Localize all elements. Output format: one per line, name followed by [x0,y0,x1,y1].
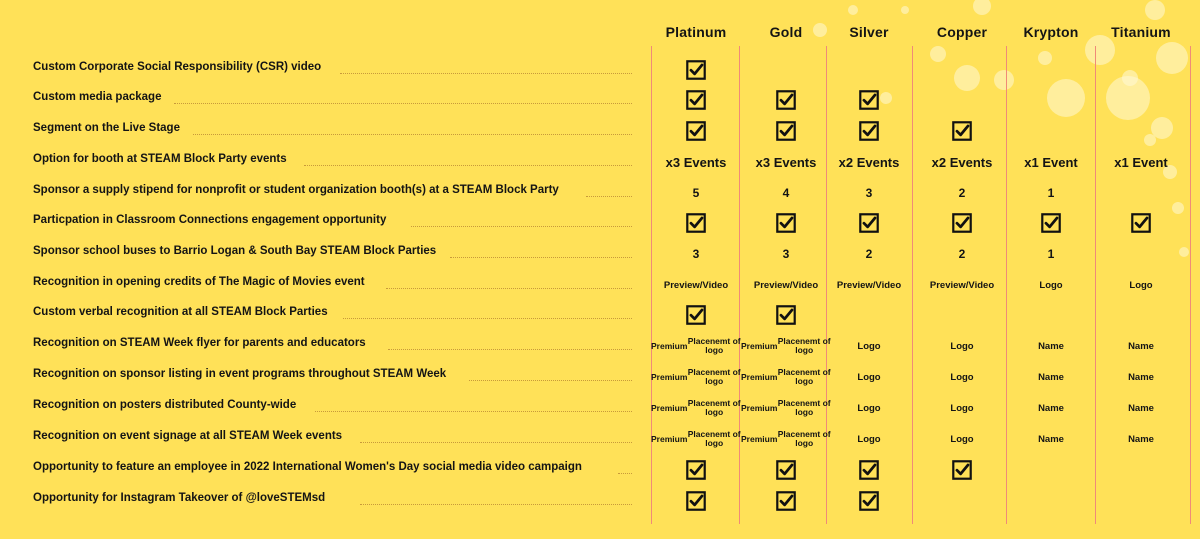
table-row [0,300,1200,330]
dotted-leader-line [469,380,632,381]
cell-value: 5 [692,186,700,200]
bubble-decoration [1145,0,1165,20]
checkbox-checked-icon [741,300,831,330]
row-label: Opportunity to feature an employee in 2022 International Women's Day social media video campaign [33,461,582,473]
cell-value: x1 Event [1114,154,1168,170]
row-label: Recognition on sponsor listing in event programs throughout STEAM Week [33,368,447,380]
cell-value: Logo [1039,279,1063,291]
checkbox-checked-icon [824,85,914,115]
dotted-leader-line [386,288,632,289]
dotted-leader-line [360,442,632,443]
checkbox-checked-icon [1096,208,1186,238]
cell-value: Logo [1129,279,1153,291]
cell-value: Name [1128,433,1154,445]
cell-value: 3 [865,186,873,200]
dotted-leader-line [315,411,632,412]
cell-value: Preview/Video [929,279,995,291]
row-label: Option for booth at STEAM Block Party events [33,153,287,165]
tier-header-titanium: Titanium [1111,24,1171,40]
checkbox-checked-icon [824,208,914,238]
bubble-decoration [901,6,909,14]
tier-header-silver: Silver [849,24,889,40]
cell-value: 2 [958,247,966,261]
cell-value: Logo [950,433,974,445]
checkbox-checked-icon [741,85,831,115]
table-row [0,239,1200,269]
row-label: Custom media package [33,91,162,103]
cell-value: 3 [782,247,790,261]
cell-value: 4 [782,186,790,200]
checkbox-checked-icon [917,455,1007,485]
cell-value: 3 [692,247,700,261]
row-label: Custom verbal recognition at all STEAM Block Parties [33,306,328,318]
tier-header-krypton: Krypton [1023,24,1079,40]
bubble-decoration [848,5,858,15]
table-row [0,55,1200,85]
row-label: Sponsor a supply stipend for nonprofit or student organization booth(s) at a STEAM Block Party [33,184,559,196]
table-row [0,362,1200,392]
checkbox-checked-icon [741,486,831,516]
dotted-leader-line [411,226,632,227]
tier-header-copper: Copper [936,24,988,40]
table-row [0,455,1200,485]
row-label: Opportunity for Instagram Takeover of @loveSTEMsd [33,492,326,504]
tier-header-platinum: Platinum [665,24,727,40]
row-label: Recognition in opening credits of The Magic of Movies event [33,276,365,288]
row-label: Sponsor school buses to Barrio Logan & South Bay STEAM Block Parties [33,245,437,257]
checkbox-checked-icon [824,116,914,146]
dotted-leader-line [450,257,632,258]
table-row [0,270,1200,300]
row-label: Recognition on event signage at all STEAM Week events [33,430,343,442]
cell-value: Logo [857,340,881,352]
cell-value: x1 Event [1024,154,1078,170]
cell-value: Logo [950,402,974,414]
dotted-leader-line [388,349,632,350]
table-row [0,393,1200,423]
cell-value: 2 [958,186,966,200]
checkbox-checked-icon [741,116,831,146]
dotted-leader-line [618,473,632,474]
table-row [0,208,1200,238]
table-row [0,424,1200,454]
cell-value: x2 Events [931,154,993,170]
cell-value: Logo [950,340,974,352]
cell-value: Premium Placenemt of logo [741,367,831,386]
table-row [0,486,1200,516]
row-label: Particpation in Classroom Connections engagement opportunity [33,214,387,226]
table-row [0,331,1200,361]
cell-value: Logo [857,371,881,383]
cell-value: Name [1128,402,1154,414]
dotted-leader-line [586,196,632,197]
tier-header-gold: Gold [769,24,803,40]
dotted-leader-line [174,103,632,104]
cell-value: Preview/Video [753,279,819,291]
cell-value: Premium Placenemt of logo [651,336,741,355]
cell-value: 1 [1047,186,1055,200]
cell-value: 1 [1047,247,1055,261]
cell-value: Name [1128,340,1154,352]
row-label: Recognition on STEAM Week flyer for parents and educators [33,337,366,349]
row-label: Custom Corporate Social Responsibility (CSR) video [33,61,322,73]
cell-value: Preview/Video [663,279,729,291]
checkbox-checked-icon [824,455,914,485]
checkbox-checked-icon [651,55,741,85]
dotted-leader-line [360,504,632,505]
cell-value: Logo [857,433,881,445]
dotted-leader-line [304,165,632,166]
checkbox-checked-icon [651,486,741,516]
cell-value: Premium Placenemt of logo [651,398,741,417]
cell-value: Premium Placenemt of logo [651,367,741,386]
cell-value: Name [1038,402,1064,414]
checkbox-checked-icon [917,208,1007,238]
dotted-leader-line [343,318,632,319]
checkbox-checked-icon [651,455,741,485]
checkbox-checked-icon [741,455,831,485]
cell-value: Premium Placenemt of logo [741,429,831,448]
table-row [0,147,1200,177]
bubble-decoration [973,0,991,15]
cell-value: x3 Events [755,154,817,170]
dotted-leader-line [340,73,632,74]
checkbox-checked-icon [917,116,1007,146]
cell-value: Premium Placenemt of logo [741,336,831,355]
table-row [0,116,1200,146]
checkbox-checked-icon [651,116,741,146]
table-row [0,178,1200,208]
checkbox-checked-icon [824,486,914,516]
cell-value: 2 [865,247,873,261]
row-label: Segment on the Live Stage [33,122,180,134]
cell-value: Name [1038,340,1064,352]
cell-value: Preview/Video [836,279,902,291]
checkbox-checked-icon [651,208,741,238]
cell-value: Name [1038,433,1064,445]
dotted-leader-line [193,134,632,135]
cell-value: x3 Events [665,154,727,170]
cell-value: Logo [857,402,881,414]
checkbox-checked-icon [651,300,741,330]
cell-value: Premium Placenemt of logo [651,429,741,448]
checkbox-checked-icon [1006,208,1096,238]
cell-value: Name [1038,371,1064,383]
row-label: Recognition on posters distributed County-wide [33,399,297,411]
cell-value: Name [1128,371,1154,383]
cell-value: Premium Placenemt of logo [741,398,831,417]
cell-value: x2 Events [838,154,900,170]
checkbox-checked-icon [651,85,741,115]
checkbox-checked-icon [741,208,831,238]
table-row [0,85,1200,115]
cell-value: Logo [950,371,974,383]
